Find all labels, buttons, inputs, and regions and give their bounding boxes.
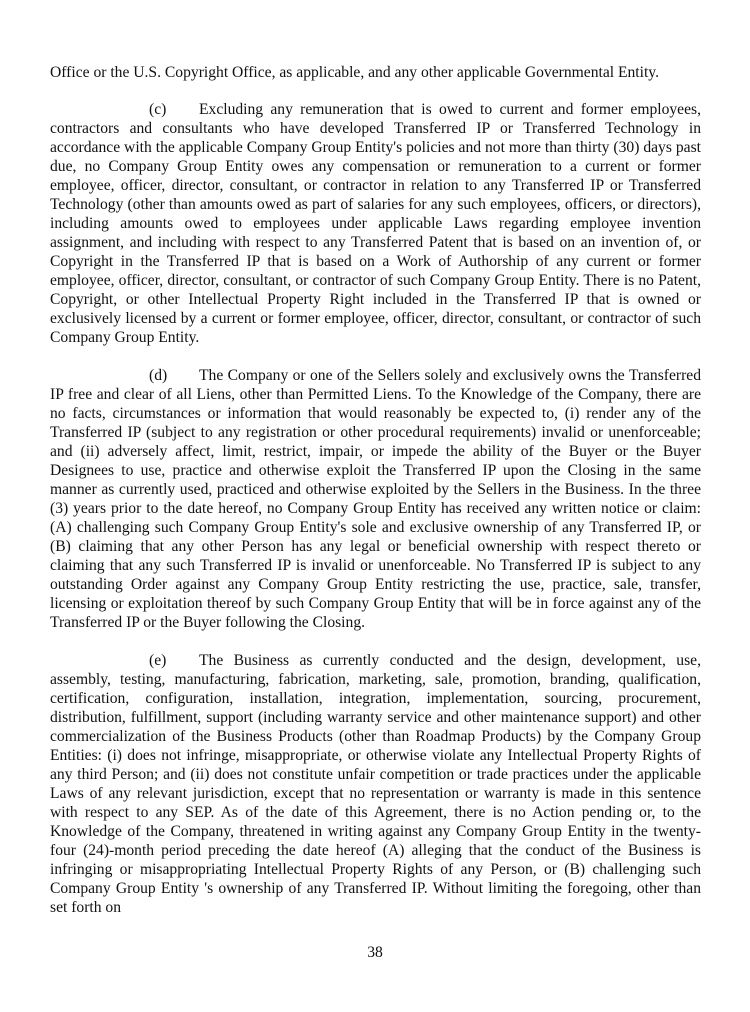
paragraph-text: Excluding any remuneration that is owed to current and former employees, contractors and consultants who have developed Transferred IP or Transferred Technology in accordance with the applicable Company Group Entity's policies and not more than thirty (30) days past due, no Company Group Entity owes any compensation or remuneration to a current or former employee, officer, director, consultant, or contractor in relation to any Transferred IP or Transferred Technology (other than amounts owed as part of salaries for any such employees, officers, or directors), including amounts owed to employees under applicable Laws regarding employee invention assignment, and including with respect to any Transferred Patent that is based on an invention of, or Copyright in the Transferred IP that is based on a Work of Authorship of any current or former employee, officer, director, consultant, or contractor of such Company Group Entity. There is no Patent, Copyright, or other Intellectual Property Right included in the Transferred IP that is owned or exclusively licensed by a current or former employee, officer, director, consultant, or contractor of such Company Group Entity. xyxy=(50,101,701,346)
page-number: 38 xyxy=(367,944,383,961)
paragraph-label: (e) xyxy=(149,652,167,669)
paragraph-e xyxy=(50,651,701,917)
paragraph-text: The Business as currently conducted and the design, development, use, assembly, testing, manufacturing, fabrication, marketing, sale, promotion, branding, qualification, certification, configuration, installation, integration, implementation, sourcing, procurement, distribution, fulfillment, support (including warranty service and other maintenance support) and other commercialization of the Business Products (other than Roadmap Products) by the Company Group Entities: (i) does not infringe, misappropriate, or otherwise violate any Intellectual Property Rights of any third Person; and (ii) does not constitute unfair competition or trade practices under the applicable Laws of any relevant jurisdiction, except that no representation or warranty is made in this sentence with respect to any SEP. As of the date of this Agreement, there is no Action pending or, to the Knowledge of the Company, threatened in writing against any Company Group Entity in the twenty-four (24)-month period preceding the date hereof (A) alleging that the conduct of the Business is infringing or misappropriating Intellectual Property Rights of any Person, or (B) challenging such Company Group Entity 's ownership of any Transferred IP. Without limiting the foregoing, other than set forth on xyxy=(50,652,701,916)
paragraph-c xyxy=(50,100,701,347)
paragraph-d xyxy=(50,366,701,632)
paragraph-label: (d) xyxy=(149,367,168,384)
paragraph-label: (c) xyxy=(149,101,167,118)
paragraph-text: Office or the U.S. Copyright Office, as applicable, and any other applicable Governmental Entity. xyxy=(50,64,659,81)
page-body xyxy=(50,63,701,936)
paragraph-text: The Company or one of the Sellers solely and exclusively owns the Transferred IP free and clear of all Liens, other than Permitted Liens. To the Knowledge of the Company, there are no facts, circumstances or information that would reasonably be expected to, (i) render any of the Transferred IP (subject to any registration or other procedural requirements) invalid or unenforceable; and (ii) adversely affect, limit, restrict, impair, or impede the ability of the Buyer or the Buyer Designees to use, practice and otherwise exploit the Transferred IP upon the Closing in the same manner as currently used, practiced and otherwise exploited by the Sellers in the Business. In the three (3) years prior to the date hereof, no Company Group Entity has received any written notice or claim: (A) challenging such Company Group Entity's sole and exclusive ownership of any Transferred IP, or (B) claiming that any other Person has any legal or beneficial ownership with respect thereto or claiming that any such Transferred IP is invalid or unenforceable. No Transferred IP is subject to any outstanding Order against any Company Group Entity restricting the use, practice, sale, transfer, licensing or exploitation thereof by such Company Group Entity that will be in force against any of the Transferred IP or the Buyer following the Closing. xyxy=(50,367,701,631)
paragraph-continuation xyxy=(50,63,701,82)
